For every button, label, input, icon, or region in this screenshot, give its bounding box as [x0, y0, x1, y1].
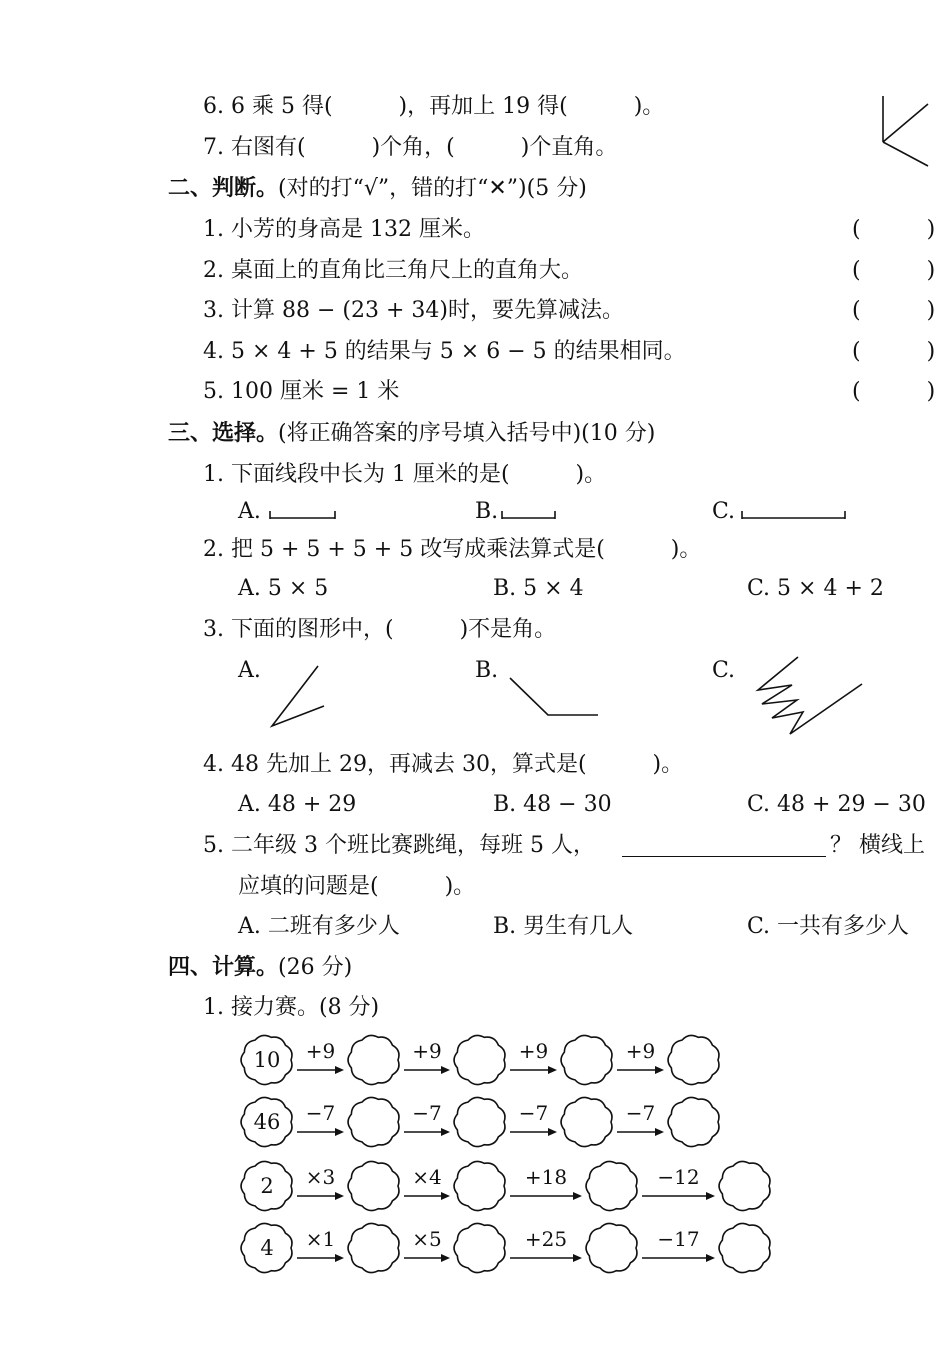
relay-operation: +18	[524, 1165, 568, 1189]
choice-q3-option-c[interactable]: C.	[712, 658, 736, 683]
judge-item-2: 2. 桌面上的直角比三角尺上的直角大。	[203, 258, 583, 283]
judge-answer-2[interactable]: ( )	[852, 258, 936, 283]
relay-subheading: 1. 接力赛。(8 分)	[203, 995, 380, 1020]
relay-answer-bubble[interactable]	[454, 1223, 505, 1272]
relay-arrowhead	[335, 1066, 344, 1074]
choice-q5-option-b[interactable]: B. 男生有几人	[493, 914, 634, 939]
relay-operation: +25	[524, 1227, 568, 1251]
q3-shape-c-zigzag	[758, 657, 862, 734]
relay-arrowhead	[335, 1128, 344, 1136]
relay-start-number: 46	[253, 1110, 281, 1134]
relay-operation: ×4	[412, 1165, 442, 1189]
relay-arrowhead	[573, 1192, 582, 1200]
choice-q4-option-a[interactable]: A. 48 + 29	[238, 792, 357, 817]
choice-q1-option-a[interactable]: A.	[238, 499, 261, 524]
relay-operation: +9	[625, 1039, 656, 1063]
choice-q2-option-c[interactable]: C. 5 × 4 + 2	[747, 576, 884, 601]
choice-q4-option-c[interactable]: C. 48 + 29 − 30	[747, 792, 926, 817]
question-7: 7. 右图有( )个角，( )个直角。	[203, 135, 618, 160]
relay-operation: ×5	[412, 1227, 442, 1251]
relay-answer-bubble[interactable]	[454, 1035, 505, 1084]
relay-answer-bubble[interactable]	[561, 1097, 612, 1146]
relay-arrowhead	[441, 1128, 450, 1136]
relay-arrowhead	[335, 1254, 344, 1262]
q3-shape-b-angle	[510, 678, 598, 715]
choice-q1-stem: 1. 下面线段中长为 1 厘米的是( )。	[203, 462, 607, 487]
choice-q3-option-b[interactable]: B.	[475, 658, 499, 683]
choice-q3-option-a[interactable]: A.	[238, 658, 261, 683]
judge-answer-5[interactable]: ( )	[852, 379, 936, 404]
section-4-note: (26 分)	[278, 955, 353, 980]
relay-operation: −7	[305, 1101, 336, 1125]
relay-arrowhead	[441, 1066, 450, 1074]
relay-operation: −17	[657, 1227, 700, 1251]
relay-operation: −7	[625, 1101, 656, 1125]
section-3-title: 三、选择。	[168, 421, 279, 446]
relay-arrowhead	[548, 1128, 557, 1136]
relay-answer-bubble[interactable]	[719, 1223, 770, 1272]
judge-item-1: 1. 小芳的身高是 132 厘米。	[203, 217, 485, 242]
relay-arrowhead	[706, 1254, 715, 1262]
relay-arrowhead	[655, 1128, 664, 1136]
q1-segment-b	[502, 511, 555, 519]
section-4-title: 四、计算。	[168, 955, 279, 980]
judge-answer-4[interactable]: ( )	[852, 339, 936, 364]
relay-start-number: 10	[253, 1048, 281, 1072]
relay-operation: +9	[518, 1039, 549, 1063]
relay-answer-bubble[interactable]	[454, 1097, 505, 1146]
relay-arrowhead	[706, 1192, 715, 1200]
choice-q4-option-b[interactable]: B. 48 − 30	[493, 792, 612, 817]
relay-operation: −7	[412, 1101, 442, 1125]
judge-item-5: 5. 100 厘米 = 1 米	[203, 379, 400, 404]
relay-arrowhead	[655, 1066, 664, 1074]
relay-answer-bubble[interactable]	[719, 1161, 770, 1210]
relay-operation: ×3	[305, 1165, 336, 1189]
relay-answer-bubble[interactable]	[348, 1097, 399, 1146]
q1-segment-c	[742, 511, 845, 519]
relay-start-number: 4	[260, 1236, 274, 1260]
choice-q2-option-b[interactable]: B. 5 × 4	[493, 576, 584, 601]
relay-operation: +9	[412, 1039, 442, 1063]
judge-answer-1[interactable]: ( )	[852, 217, 936, 242]
q7-angle-figure	[883, 96, 928, 166]
relay-chains	[241, 1035, 770, 1272]
relay-operation: −7	[518, 1101, 549, 1125]
relay-arrowhead	[441, 1254, 450, 1262]
choice-q1-option-b[interactable]: B.	[475, 499, 499, 524]
relay-operation: +9	[305, 1039, 336, 1063]
relay-arrowhead	[573, 1254, 582, 1262]
section-2-note: (对的打“√”，错的打“✕”)(5 分)	[278, 176, 587, 201]
relay-answer-bubble[interactable]	[586, 1223, 637, 1272]
relay-arrowhead	[335, 1192, 344, 1200]
relay-answer-bubble[interactable]	[348, 1223, 399, 1272]
section-3-note: (将正确答案的序号填入括号中)(10 分)	[278, 421, 656, 446]
judge-item-4: 4. 5 × 4 + 5 的结果与 5 × 6 − 5 的结果相同。	[203, 339, 686, 364]
relay-answer-bubble[interactable]	[561, 1035, 612, 1084]
relay-answer-bubble[interactable]	[668, 1097, 719, 1146]
choice-q5-option-a[interactable]: A. 二班有多少人	[238, 914, 400, 939]
relay-answer-bubble[interactable]	[348, 1161, 399, 1210]
question-6: 6. 6 乘 5 得( )，再加上 19 得( )。	[203, 94, 665, 119]
judge-item-3: 3. 计算 88 − (23 + 34)时，要先算减法。	[203, 298, 624, 323]
choice-q2-option-a[interactable]: A. 5 × 5	[238, 576, 329, 601]
choice-q3-stem: 3. 下面的图形中，( )不是角。	[203, 617, 557, 642]
relay-operation: ×1	[305, 1227, 336, 1251]
choice-q1-option-c[interactable]: C.	[712, 499, 736, 524]
relay-arrowhead	[441, 1192, 450, 1200]
judge-answer-3[interactable]: ( )	[852, 298, 936, 323]
choice-q5-stem-end: ？ 横线上	[830, 833, 925, 858]
relay-answer-bubble[interactable]	[586, 1161, 637, 1210]
relay-operation: −12	[657, 1165, 700, 1189]
relay-arrowhead	[548, 1066, 557, 1074]
relay-answer-bubble[interactable]	[454, 1161, 505, 1210]
choice-q5-stem-start: 5. 二年级 3 个班比赛跳绳，每班 5 人，	[203, 833, 595, 858]
relay-answer-bubble[interactable]	[348, 1035, 399, 1084]
relay-answer-bubble[interactable]	[668, 1035, 719, 1084]
choice-q4-stem: 4. 48 先加上 29，再减去 30，算式是( )。	[203, 752, 684, 777]
q3-shape-a-angle	[272, 666, 324, 726]
choice-q5-stem-line2: 应填的问题是( )。	[238, 874, 476, 899]
choice-q2-stem: 2. 把 5 + 5 + 5 + 5 改写成乘法算式是( )。	[203, 537, 702, 562]
relay-start-number: 2	[260, 1174, 274, 1198]
section-2-title: 二、判断。	[168, 176, 279, 201]
q1-segment-a	[270, 511, 335, 519]
choice-q5-option-c[interactable]: C. 一共有多少人	[747, 914, 910, 939]
